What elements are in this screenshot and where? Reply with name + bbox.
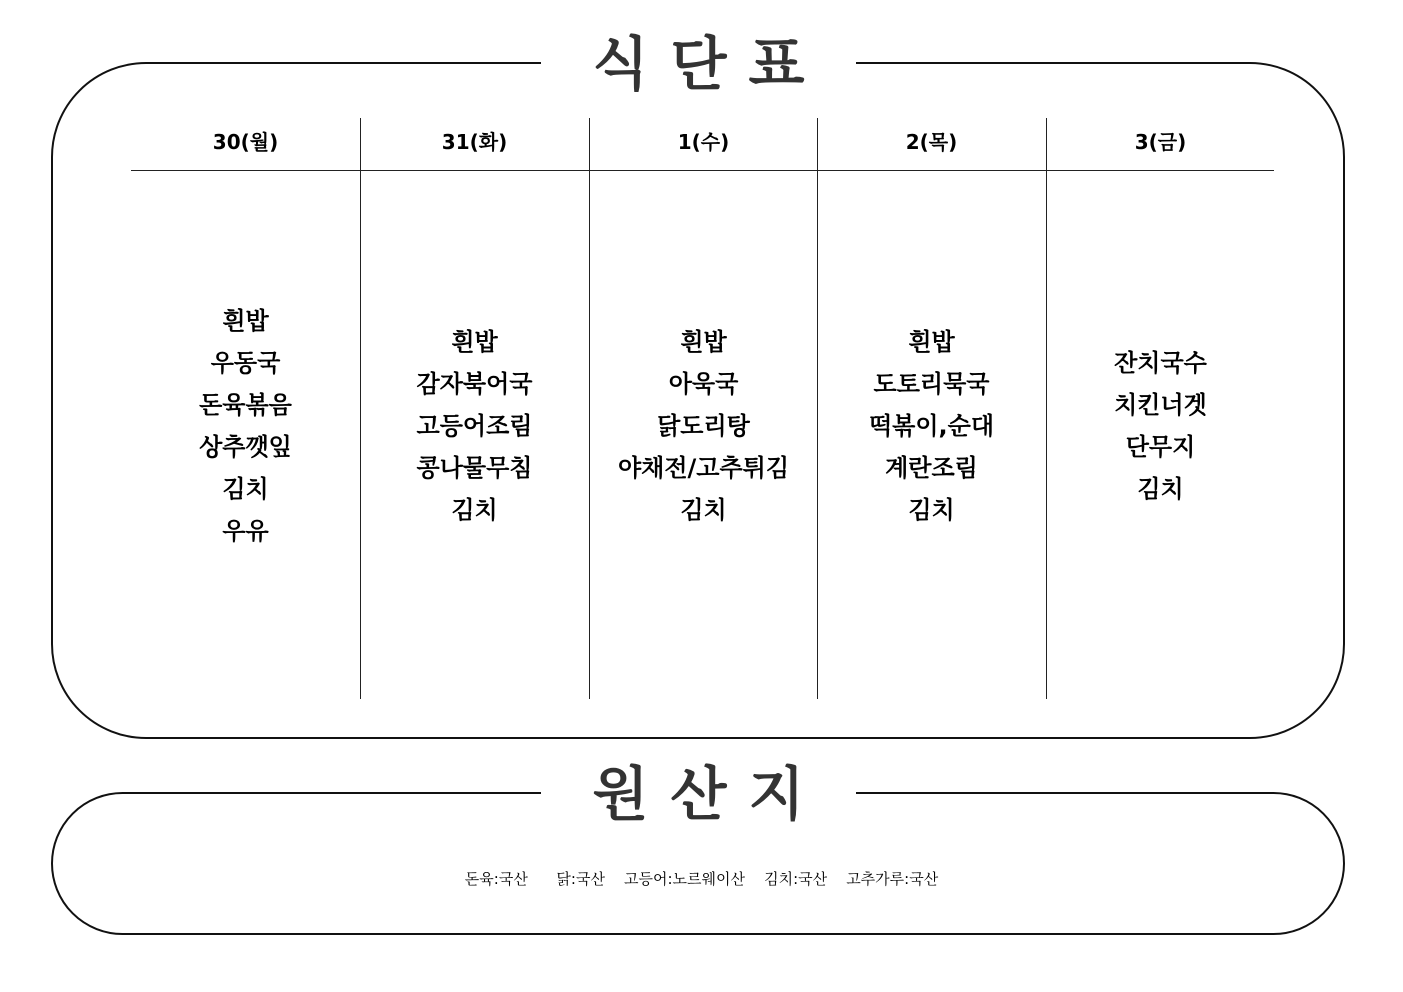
origin-item: 김치:국산 [764, 870, 828, 888]
dish-item: 흰밥 [222, 306, 269, 335]
dish-item: 감자북어국 [416, 369, 533, 398]
dish-item: 우동국 [210, 348, 281, 377]
origin-list [0, 868, 1403, 889]
dish-item: 계란조림 [885, 453, 978, 482]
dish-item: 흰밥 [451, 327, 498, 356]
dish-item: 흰밥 [908, 327, 955, 356]
dish-item: 아욱국 [668, 369, 739, 398]
day-header-tue: 31(화) [441, 130, 508, 154]
dish-item: 김치 [451, 495, 498, 524]
day-column-wed [589, 162, 818, 689]
origin-item: 돈육:국산 [464, 870, 528, 888]
day-column-mon [131, 162, 360, 689]
menu-title-band [541, 32, 856, 96]
dish-item: 김치 [222, 474, 269, 503]
dish-item: 고등어조림 [416, 411, 533, 440]
dish-item: 김치 [1137, 474, 1184, 503]
dish-item: 김치 [680, 495, 727, 524]
day-header-fri: 3(금) [1134, 130, 1187, 154]
origin-item: 고등어:노르웨이산 [624, 870, 746, 888]
dish-item: 콩나물무침 [416, 453, 533, 482]
dish-item: 흰밥 [680, 327, 727, 356]
dish-item: 닭도리탕 [657, 411, 750, 440]
dish-item: 치킨너겟 [1114, 390, 1207, 419]
dish-item: 돈육볶음 [199, 390, 292, 419]
dish-item: 잔치국수 [1114, 348, 1207, 377]
dish-item: 도토리묵국 [873, 369, 990, 398]
dish-item: 야채전/고추튀김 [617, 453, 790, 482]
day-header-mon: 30(월) [212, 130, 279, 154]
day-column-tue [360, 162, 589, 689]
dish-item: 우유 [222, 516, 269, 545]
menu-title: 식단표 [592, 30, 827, 98]
day-header-thu: 2(목) [905, 130, 958, 154]
day-column-thu [817, 162, 1046, 689]
dish-item: 단무지 [1125, 432, 1196, 461]
origin-item: 닭:국산 [556, 870, 605, 888]
dish-item: 상추깻잎 [199, 432, 292, 461]
origin-title: 원산지 [592, 760, 827, 828]
origin-title-band [541, 762, 856, 826]
day-column-fri [1046, 162, 1275, 689]
dish-item: 김치 [908, 495, 955, 524]
dish-item: 떡볶이,순대 [868, 411, 995, 440]
origin-item: 고추가루:국산 [846, 870, 939, 888]
day-header-wed: 1(수) [677, 130, 730, 154]
